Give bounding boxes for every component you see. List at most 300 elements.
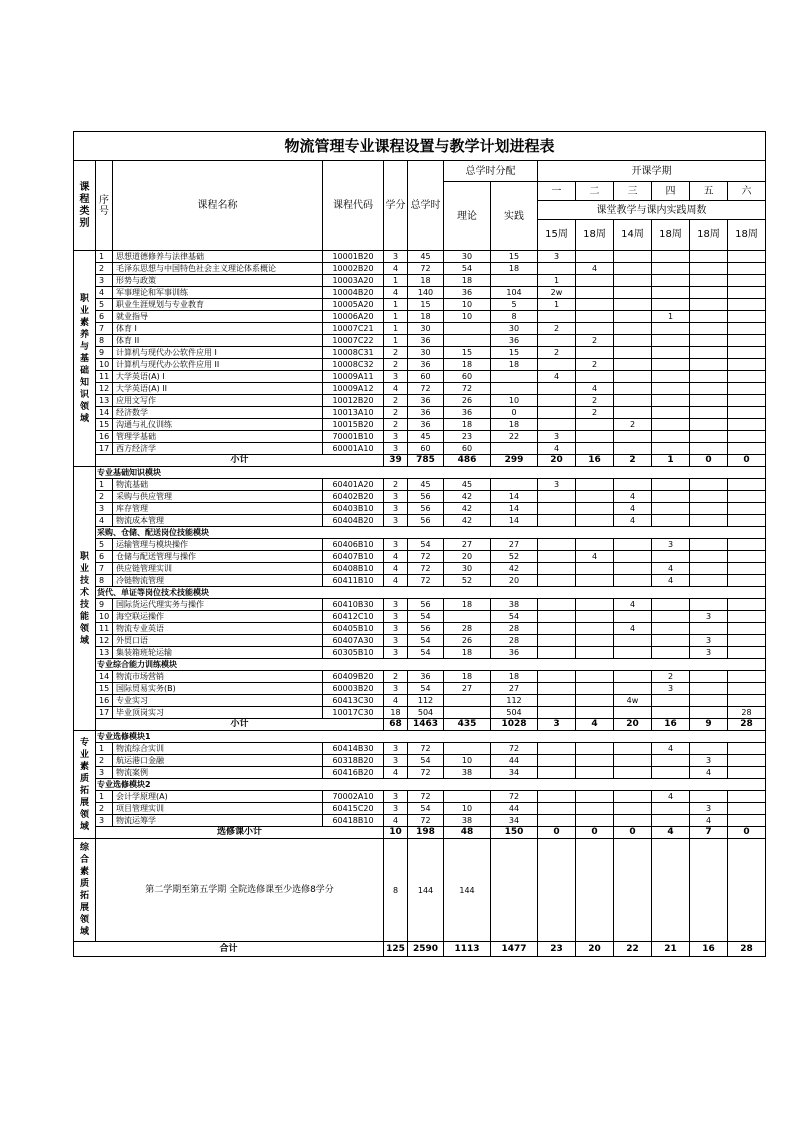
hours: 72	[408, 815, 444, 827]
sem1: 2w	[538, 287, 576, 299]
week-count: 18周	[690, 220, 728, 251]
credit: 4	[384, 563, 408, 575]
sem4: 4	[652, 563, 690, 575]
course-code: 60413C30	[323, 695, 384, 707]
course-name: 经济数学	[113, 407, 323, 419]
sem6	[728, 623, 766, 635]
hours: 72	[408, 791, 444, 803]
subtotal-value: 4	[652, 827, 690, 839]
table-row	[74, 743, 766, 755]
header-seq: 序号	[96, 161, 113, 251]
table-row	[74, 479, 766, 491]
credit: 2	[384, 671, 408, 683]
sem1	[538, 539, 576, 551]
sem1	[538, 419, 576, 431]
sem3: 2	[614, 419, 652, 431]
theory-hours: 18	[444, 359, 491, 371]
hours: 60	[408, 371, 444, 383]
sem1	[538, 635, 576, 647]
table-row	[74, 647, 766, 659]
sem5	[690, 383, 728, 395]
hours: 72	[408, 743, 444, 755]
table-row	[74, 323, 766, 335]
theory-hours: 30	[444, 563, 491, 575]
hours: 45	[408, 479, 444, 491]
theory-hours	[444, 695, 491, 707]
sem5	[690, 419, 728, 431]
sem2	[576, 491, 614, 503]
theory-hours	[444, 791, 491, 803]
sem4	[652, 431, 690, 443]
sem6	[728, 311, 766, 323]
sem2	[576, 695, 614, 707]
subtotal-value: 1463	[408, 719, 444, 731]
sem5	[690, 275, 728, 287]
course-code: 60409B20	[323, 671, 384, 683]
sem4	[652, 371, 690, 383]
sem5	[690, 371, 728, 383]
subtotal-value: 0	[576, 827, 614, 839]
seq: 4	[96, 287, 113, 299]
sem2	[576, 743, 614, 755]
course-code: 60416B20	[323, 767, 384, 779]
credit: 4	[384, 263, 408, 275]
course-name: 沟通与礼仪训练	[113, 419, 323, 431]
subtotal-value: 9	[690, 719, 728, 731]
sem5: 3	[690, 803, 728, 815]
sem4: 3	[652, 683, 690, 695]
sem6	[728, 419, 766, 431]
theory-hours: 60	[444, 371, 491, 383]
sem2	[576, 563, 614, 575]
seq: 2	[96, 491, 113, 503]
seq: 15	[96, 683, 113, 695]
sem5	[690, 347, 728, 359]
header-category: 课程类别	[74, 161, 96, 251]
sem3	[614, 311, 652, 323]
course-code: 60418B10	[323, 815, 384, 827]
seq: 2	[96, 263, 113, 275]
sem3	[614, 287, 652, 299]
hours: 56	[408, 503, 444, 515]
sem2: 2	[576, 335, 614, 347]
theory-hours: 42	[444, 515, 491, 527]
sem1: 4	[538, 371, 576, 383]
practice-hours	[491, 371, 538, 383]
header-practice: 实践	[491, 182, 538, 251]
sem5	[690, 539, 728, 551]
sem6	[728, 647, 766, 659]
hours: 36	[408, 419, 444, 431]
hours: 36	[408, 395, 444, 407]
course-code: 60001A10	[323, 443, 384, 455]
sem2	[576, 707, 614, 719]
hours: 18	[408, 275, 444, 287]
sem2	[576, 803, 614, 815]
theory-hours	[444, 611, 491, 623]
practice-hours: 504	[491, 707, 538, 719]
header-name: 课程名称	[113, 161, 323, 251]
sem2	[576, 443, 614, 455]
sem4	[652, 551, 690, 563]
sem6	[728, 383, 766, 395]
practice-hours: 44	[491, 755, 538, 767]
subtotal-value: 0	[538, 827, 576, 839]
theory-hours: 42	[444, 491, 491, 503]
practice-hours: 30	[491, 323, 538, 335]
table-row	[74, 515, 766, 527]
seq: 3	[96, 767, 113, 779]
sem4	[652, 407, 690, 419]
practice-hours: 72	[491, 791, 538, 803]
sem2	[576, 635, 614, 647]
sem2	[576, 791, 614, 803]
sem1	[538, 311, 576, 323]
sem6	[728, 815, 766, 827]
course-name: 供应链管理实训	[113, 563, 323, 575]
sem3	[614, 479, 652, 491]
semester-cell	[690, 839, 728, 942]
header-dist: 总学时分配	[444, 161, 538, 182]
subtotal-value: 0	[728, 455, 766, 467]
course-name: 管理学基础	[113, 431, 323, 443]
table-row	[74, 311, 766, 323]
sem6	[728, 263, 766, 275]
sem1	[538, 395, 576, 407]
sem3: 4	[614, 491, 652, 503]
course-code: 10012B20	[323, 395, 384, 407]
table-row	[74, 791, 766, 803]
practice-hours: 15	[491, 347, 538, 359]
credit: 2	[384, 419, 408, 431]
sem3	[614, 299, 652, 311]
subtotal-value: 150	[491, 827, 538, 839]
course-name: 物流成本管理	[113, 515, 323, 527]
sem3	[614, 275, 652, 287]
theory-hours: 36	[444, 407, 491, 419]
table-row	[74, 335, 766, 347]
semester-cell	[652, 839, 690, 942]
subtotal-value: 486	[444, 455, 491, 467]
table-row	[74, 623, 766, 635]
sem3: 4	[614, 503, 652, 515]
credit: 3	[384, 743, 408, 755]
practice-hours: 38	[491, 599, 538, 611]
module-title: 采购、仓储、配送岗位技能模块	[96, 527, 766, 539]
sem3	[614, 791, 652, 803]
course-code: 10007C22	[323, 335, 384, 347]
course-name: 采购与供应管理	[113, 491, 323, 503]
sem3: 4w	[614, 695, 652, 707]
header-credit: 学分	[384, 161, 408, 251]
subtotal-value: 198	[408, 827, 444, 839]
sem3	[614, 551, 652, 563]
sem3	[614, 743, 652, 755]
subtotal-value: 20	[614, 719, 652, 731]
practice-hours: 0	[491, 407, 538, 419]
sem1	[538, 551, 576, 563]
hours: 112	[408, 695, 444, 707]
sem5	[690, 431, 728, 443]
subtotal-value: 435	[444, 719, 491, 731]
sem6	[728, 743, 766, 755]
credit: 4	[384, 551, 408, 563]
theory-hours: 18	[444, 599, 491, 611]
course-name: 库存管理	[113, 503, 323, 515]
credit: 2	[384, 347, 408, 359]
table-row	[74, 803, 766, 815]
practice-hours	[491, 443, 538, 455]
course-name: 专业实习	[113, 695, 323, 707]
sem4	[652, 755, 690, 767]
sem3: 4	[614, 599, 652, 611]
theory-hours	[444, 335, 491, 347]
course-name: 冷链物流管理	[113, 575, 323, 587]
hours: 54	[408, 539, 444, 551]
total-value: 1113	[444, 942, 491, 957]
sem6	[728, 767, 766, 779]
subtotal-value: 1028	[491, 719, 538, 731]
hours: 45	[408, 251, 444, 263]
sem4	[652, 287, 690, 299]
hours: 54	[408, 803, 444, 815]
credit: 3	[384, 623, 408, 635]
sem4	[652, 443, 690, 455]
seq: 8	[96, 575, 113, 587]
course-code: 10006A20	[323, 311, 384, 323]
sem5	[690, 443, 728, 455]
hours: 72	[408, 575, 444, 587]
sem1	[538, 491, 576, 503]
sem1	[538, 671, 576, 683]
sem3	[614, 611, 652, 623]
category-label: 职业技术技能领域	[74, 467, 96, 731]
sem3	[614, 383, 652, 395]
theory-hours: 54	[444, 263, 491, 275]
credit: 8	[384, 839, 408, 942]
sem2	[576, 539, 614, 551]
sem2	[576, 275, 614, 287]
sem1: 3	[538, 479, 576, 491]
seq: 13	[96, 395, 113, 407]
sem6	[728, 563, 766, 575]
hours: 30	[408, 347, 444, 359]
course-name: 西方经济学	[113, 443, 323, 455]
sem1	[538, 623, 576, 635]
sem4	[652, 707, 690, 719]
practice-hours: 72	[491, 743, 538, 755]
course-name: 计算机与现代办公软件应用 II	[113, 359, 323, 371]
course-name: 国际货运代理实务与操作	[113, 599, 323, 611]
semester-header: 六	[728, 182, 766, 201]
practice-hours: 36	[491, 335, 538, 347]
theory-hours: 26	[444, 635, 491, 647]
sem3	[614, 539, 652, 551]
sem4	[652, 299, 690, 311]
page-title: 物流管理专业课程设置与教学计划进程表	[74, 132, 766, 161]
seq: 7	[96, 563, 113, 575]
sem6	[728, 299, 766, 311]
table-row	[74, 347, 766, 359]
course-code: 60318B20	[323, 755, 384, 767]
sem1	[538, 611, 576, 623]
sem6: 28	[728, 707, 766, 719]
seq: 14	[96, 671, 113, 683]
table-row	[74, 431, 766, 443]
sem2	[576, 419, 614, 431]
theory-hours	[444, 743, 491, 755]
seq: 12	[96, 383, 113, 395]
course-plan-table	[73, 131, 766, 957]
seq: 9	[96, 347, 113, 359]
seq: 16	[96, 431, 113, 443]
header-code: 课程代码	[323, 161, 384, 251]
seq: 11	[96, 371, 113, 383]
seq: 1	[96, 743, 113, 755]
seq: 11	[96, 623, 113, 635]
total-value: 2590	[408, 942, 444, 957]
module-title: 专业综合能力训练模块	[96, 659, 766, 671]
sem2: 2	[576, 407, 614, 419]
sem2: 4	[576, 263, 614, 275]
practice-hours: 27	[491, 539, 538, 551]
semester-header: 三	[614, 182, 652, 201]
seq: 16	[96, 695, 113, 707]
hours: 54	[408, 611, 444, 623]
sem2: 2	[576, 395, 614, 407]
sem5	[690, 491, 728, 503]
course-name: 物流专业英语	[113, 623, 323, 635]
sem6	[728, 431, 766, 443]
sem1	[538, 743, 576, 755]
sem6	[728, 407, 766, 419]
module-title: 货代、单证等岗位技术技能模块	[96, 587, 766, 599]
course-name: 毕业顶岗实习	[113, 707, 323, 719]
credit: 2	[384, 395, 408, 407]
table-row	[74, 407, 766, 419]
sem3	[614, 323, 652, 335]
sem6	[728, 671, 766, 683]
sem2	[576, 611, 614, 623]
subtotal-value: 20	[538, 455, 576, 467]
course-code: 60403B10	[323, 503, 384, 515]
semester-header: 一	[538, 182, 576, 201]
practice-hours	[491, 383, 538, 395]
table-row	[74, 611, 766, 623]
course-code: 60406B10	[323, 539, 384, 551]
sem2	[576, 755, 614, 767]
sem1	[538, 503, 576, 515]
theory-hours: 10	[444, 803, 491, 815]
module-title: 专业基础知识模块	[96, 467, 766, 479]
practice-hours: 18	[491, 671, 538, 683]
sem2	[576, 515, 614, 527]
credit: 3	[384, 803, 408, 815]
practice-hours: 54	[491, 611, 538, 623]
sem1: 1	[538, 275, 576, 287]
seq: 3	[96, 275, 113, 287]
sem3: 4	[614, 515, 652, 527]
sem5	[690, 251, 728, 263]
sem3: 4	[614, 623, 652, 635]
sem1	[538, 755, 576, 767]
sem6	[728, 539, 766, 551]
seq: 12	[96, 635, 113, 647]
seq: 10	[96, 359, 113, 371]
sem5	[690, 287, 728, 299]
sem2: 4	[576, 551, 614, 563]
sem1	[538, 359, 576, 371]
sem1	[538, 335, 576, 347]
credit: 3	[384, 599, 408, 611]
sem4	[652, 347, 690, 359]
sem5	[690, 743, 728, 755]
credit: 3	[384, 515, 408, 527]
table-row	[74, 359, 766, 371]
course-code: 10017C30	[323, 707, 384, 719]
sem4	[652, 323, 690, 335]
sem6	[728, 575, 766, 587]
course-code: 10013A10	[323, 407, 384, 419]
course-code: 60412C10	[323, 611, 384, 623]
theory-hours: 36	[444, 287, 491, 299]
theory-hours: 10	[444, 311, 491, 323]
theory-hours: 28	[444, 623, 491, 635]
sem4	[652, 803, 690, 815]
course-name: 物流综合实训	[113, 743, 323, 755]
subtotal-value: 3	[538, 719, 576, 731]
credit: 4	[384, 287, 408, 299]
subtotal-value: 299	[491, 455, 538, 467]
sem3	[614, 635, 652, 647]
subtotal-value: 10	[384, 827, 408, 839]
subtotal-value: 0	[690, 455, 728, 467]
seq: 14	[96, 407, 113, 419]
sem6	[728, 515, 766, 527]
seq: 9	[96, 599, 113, 611]
theory-hours: 15	[444, 347, 491, 359]
sem2	[576, 671, 614, 683]
sem5	[690, 395, 728, 407]
sem4: 4	[652, 791, 690, 803]
total-value: 22	[614, 942, 652, 957]
sem4: 4	[652, 575, 690, 587]
sem3	[614, 683, 652, 695]
sem1	[538, 815, 576, 827]
header-weeks-label: 课堂教学与课内实践周数	[538, 201, 766, 220]
table-row	[74, 551, 766, 563]
table-row	[74, 443, 766, 455]
course-name: 应用文写作	[113, 395, 323, 407]
credit: 3	[384, 539, 408, 551]
practice-hours	[491, 479, 538, 491]
week-count: 15周	[538, 220, 576, 251]
module-row	[74, 587, 766, 599]
sem4	[652, 335, 690, 347]
hours: 144	[408, 839, 444, 942]
sem4	[652, 647, 690, 659]
theory-hours: 18	[444, 275, 491, 287]
sem6	[728, 695, 766, 707]
hours: 30	[408, 323, 444, 335]
sem3	[614, 803, 652, 815]
credit: 3	[384, 647, 408, 659]
subtotal-label: 小计	[96, 719, 384, 731]
course-code: 60407A30	[323, 635, 384, 647]
credit: 4	[384, 383, 408, 395]
sem1	[538, 383, 576, 395]
semester-cell	[728, 839, 766, 942]
